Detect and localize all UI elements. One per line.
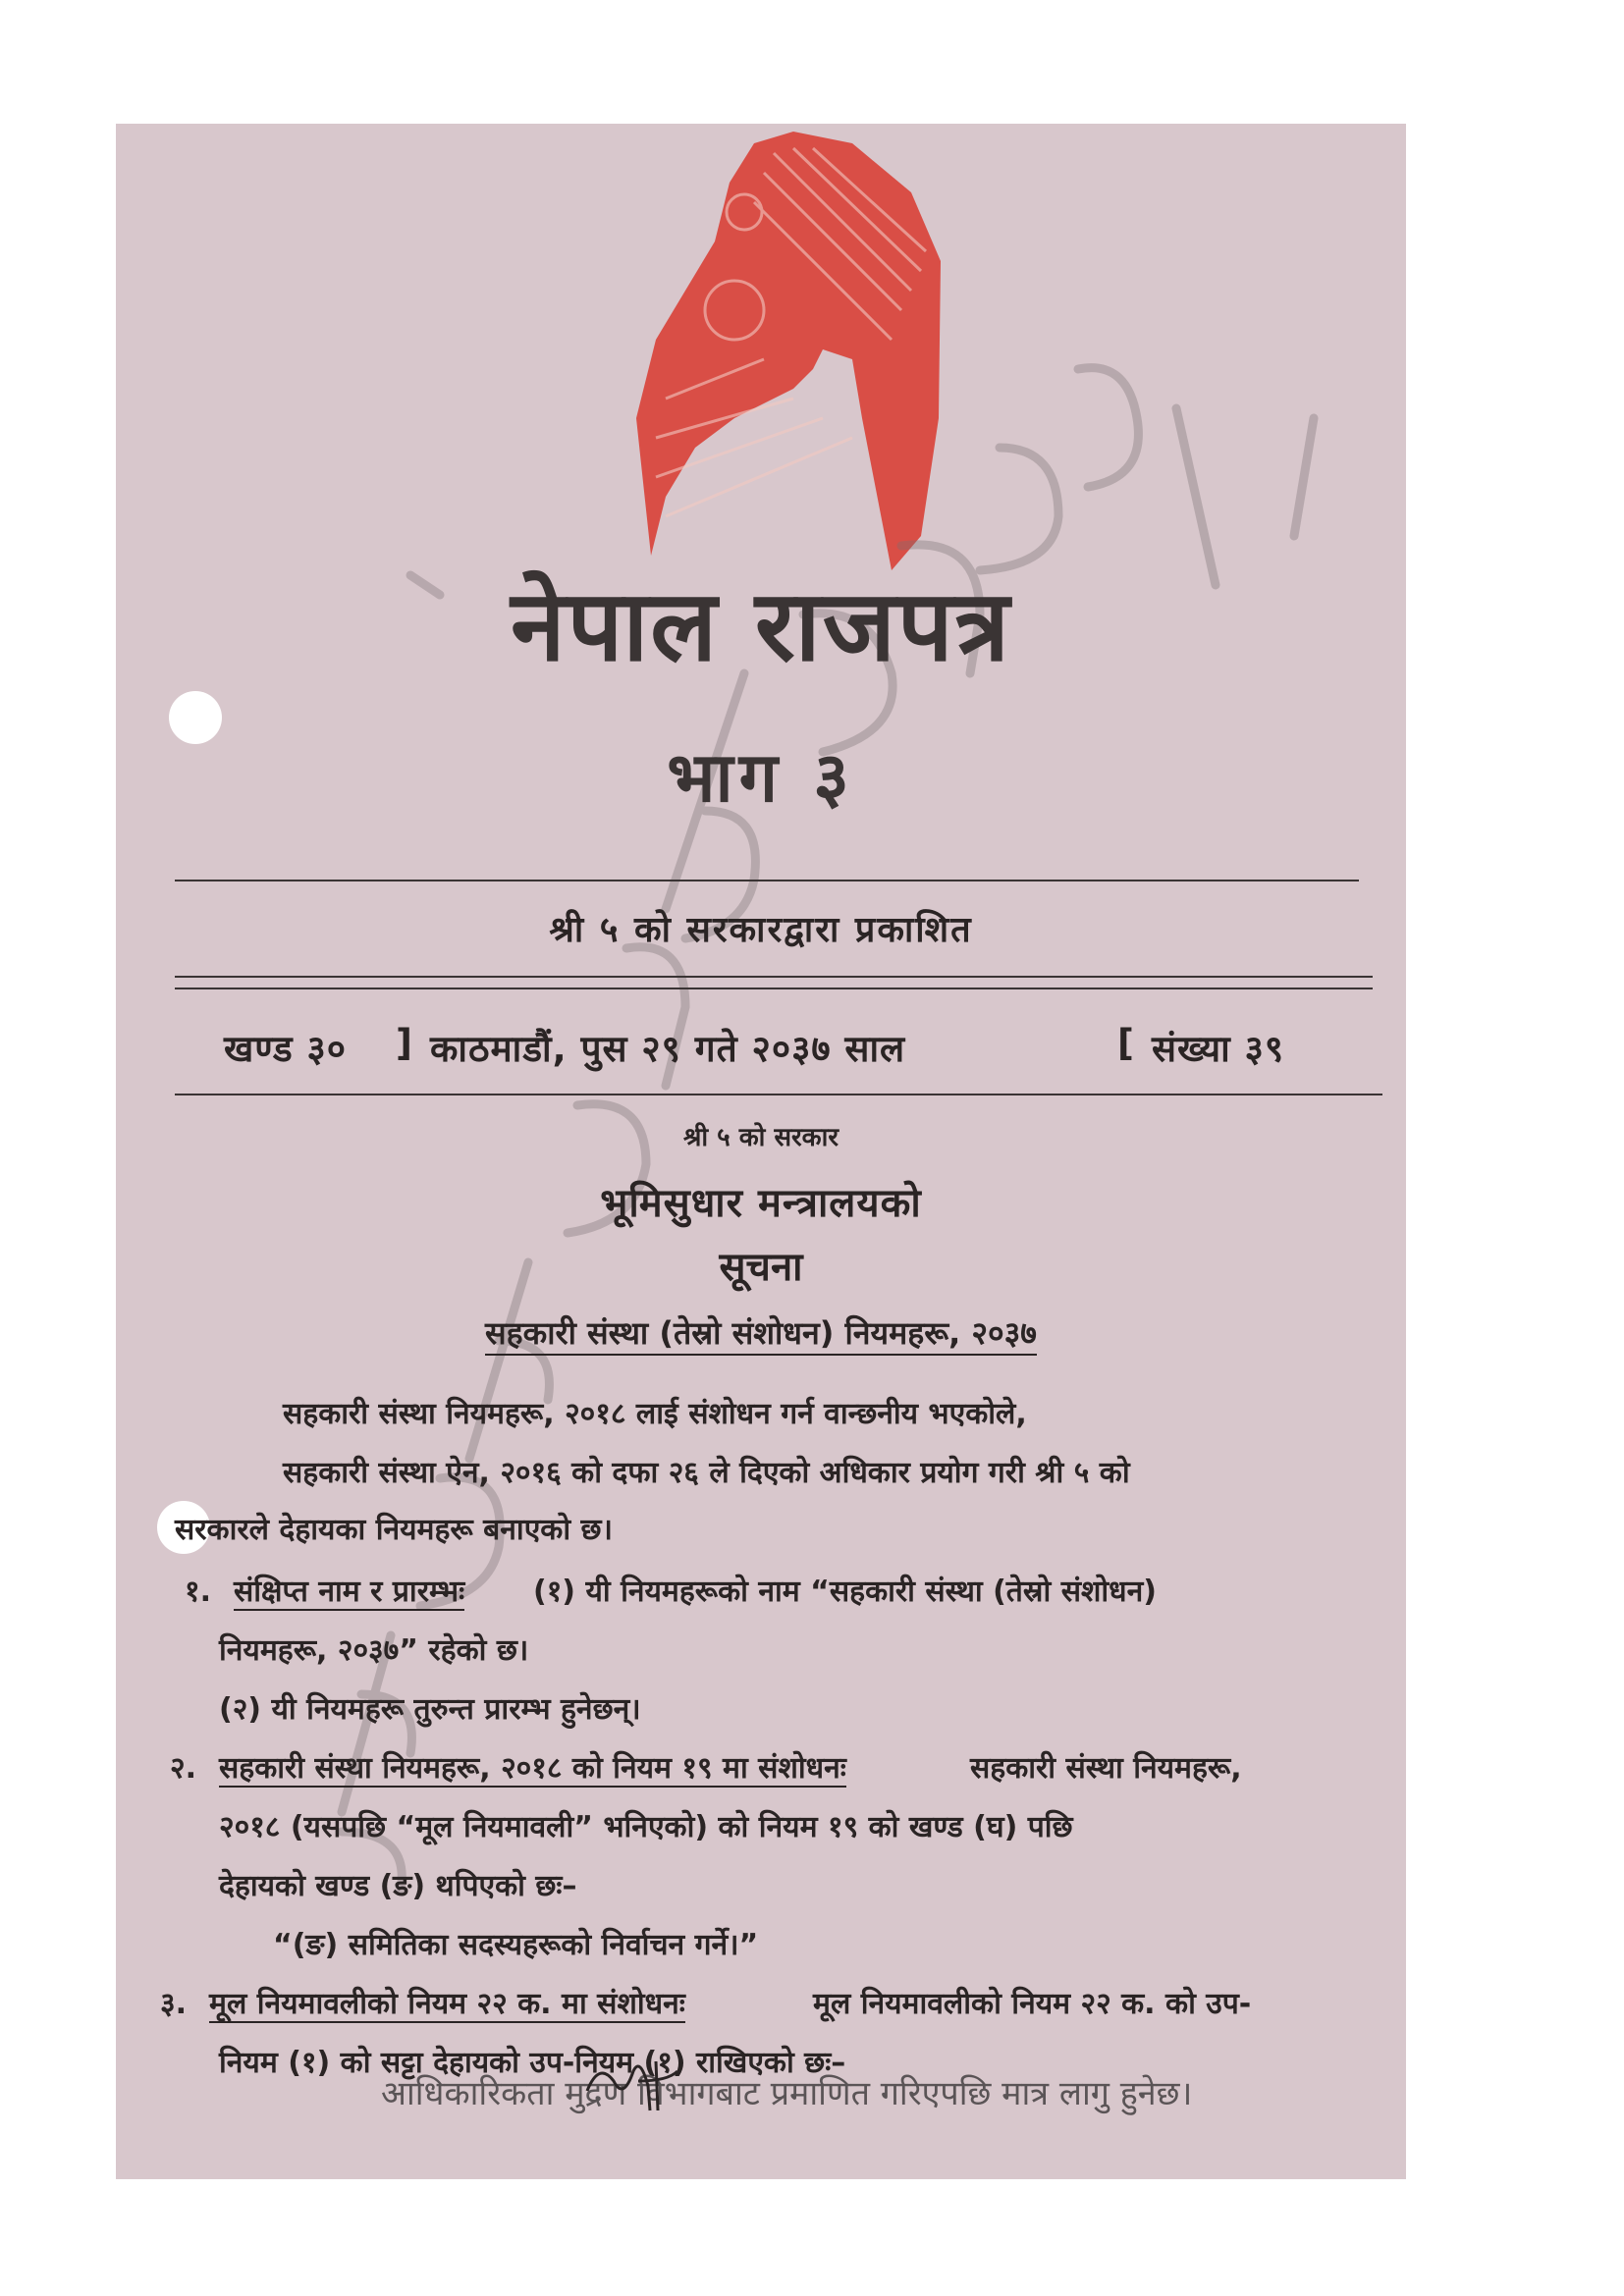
government-line: श्री ५ को सरकार [682,1123,839,1152]
place-date: काठमाडौं, पुस २९ गते २०३७ साल [430,1028,906,1070]
section-text: मूल नियमावलीको नियम २२ क. को उप- [813,1987,1252,2021]
preamble-line: सहकारी संस्था नियमहरू, २०१८ लाई संशोधन गर्न वान्छनीय भएकोले, [283,1397,1027,1431]
section-text: (१) यी नियमहरूको नाम “सहकारी संस्था (तेस्रो संशोधन) [533,1575,1157,1609]
gazette-page [116,124,1406,2179]
authenticity-note: आधिकारिकता मुद्रण विभागबाट प्रमाणित गरिएपछि मात्र लागु हुनेछ। [381,2074,1193,2113]
section-text: नियम (१) को सट्टा देहायको उप-नियम (१) राखिएको छः– [219,2046,846,2080]
divider-rule [175,1094,1382,1095]
gazette-part: भाग ३ [667,737,855,818]
section-text: सहकारी संस्था नियमहरू, [970,1751,1242,1786]
section-quote: “(ङ) समितिका सदस्यहरूको निर्वाचन गर्ने।” [273,1928,759,1962]
ministry-line: भूमिसुधार मन्त्रालयको [600,1181,922,1226]
divider-rule [175,988,1373,989]
section-heading-text: मूल नियमावलीको नियम २२ क. मा संशोधनः [209,1987,685,2021]
crown-emblem-icon [626,124,950,575]
section-number: २. [170,1751,196,1786]
section-heading-text: सहकारी संस्था नियमहरू, २०१८ को नियम १९ मा संशोधनः [219,1751,846,1786]
gazette-title: नेपाल राजपत्र [511,568,1011,683]
preamble-line: सहकारी संस्था ऐन, २०१६ को दफा २६ ले दिएको अधिकार प्रयोग गरी श्री ५ को [283,1456,1130,1490]
rules-title-text: सहकारी संस्था (तेस्रो संशोधन) नियमहरू, २०३७ [485,1314,1037,1356]
divider-rule [175,976,1373,978]
notice-heading: सूचना [719,1245,803,1290]
signature-icon [579,2052,687,2114]
bracket-open: [ [1117,1022,1135,1064]
divider-rule [175,880,1359,881]
section-heading [209,1982,685,2022]
section-text: (२) यी नियमहरू तुरुन्त प्रारम्भ हुनेछन्। [219,1692,641,1727]
section-text: २०१८ (यसपछि “मूल नियमावली” भनिएको) को नियम १९ को खण्ड (घ) पछि [219,1810,1073,1844]
preamble-line: सरकारले देहायका नियमहरू बनाएको छ। [175,1513,613,1547]
section-heading-text: संक्षिप्त नाम र प्रारम्भः [234,1575,465,1609]
section-heading [219,1746,846,1787]
section-number: ३. [160,1987,187,2021]
publisher-line: श्री ५ को सरकारद्वारा प्रकाशित [549,910,973,950]
section-text: देहायको खण्ड (ङ) थपिएको छः– [219,1869,577,1903]
bracket-close: ] [396,1022,413,1064]
rules-title [116,1311,1406,1354]
volume-label: खण्ड ३० [224,1028,347,1070]
section-number: १. [185,1575,211,1609]
section-text: नियमहरू, २०३७” रहेको छ। [219,1633,529,1668]
issue-number: संख्या ३९ [1152,1028,1285,1070]
section-heading [234,1570,464,1610]
